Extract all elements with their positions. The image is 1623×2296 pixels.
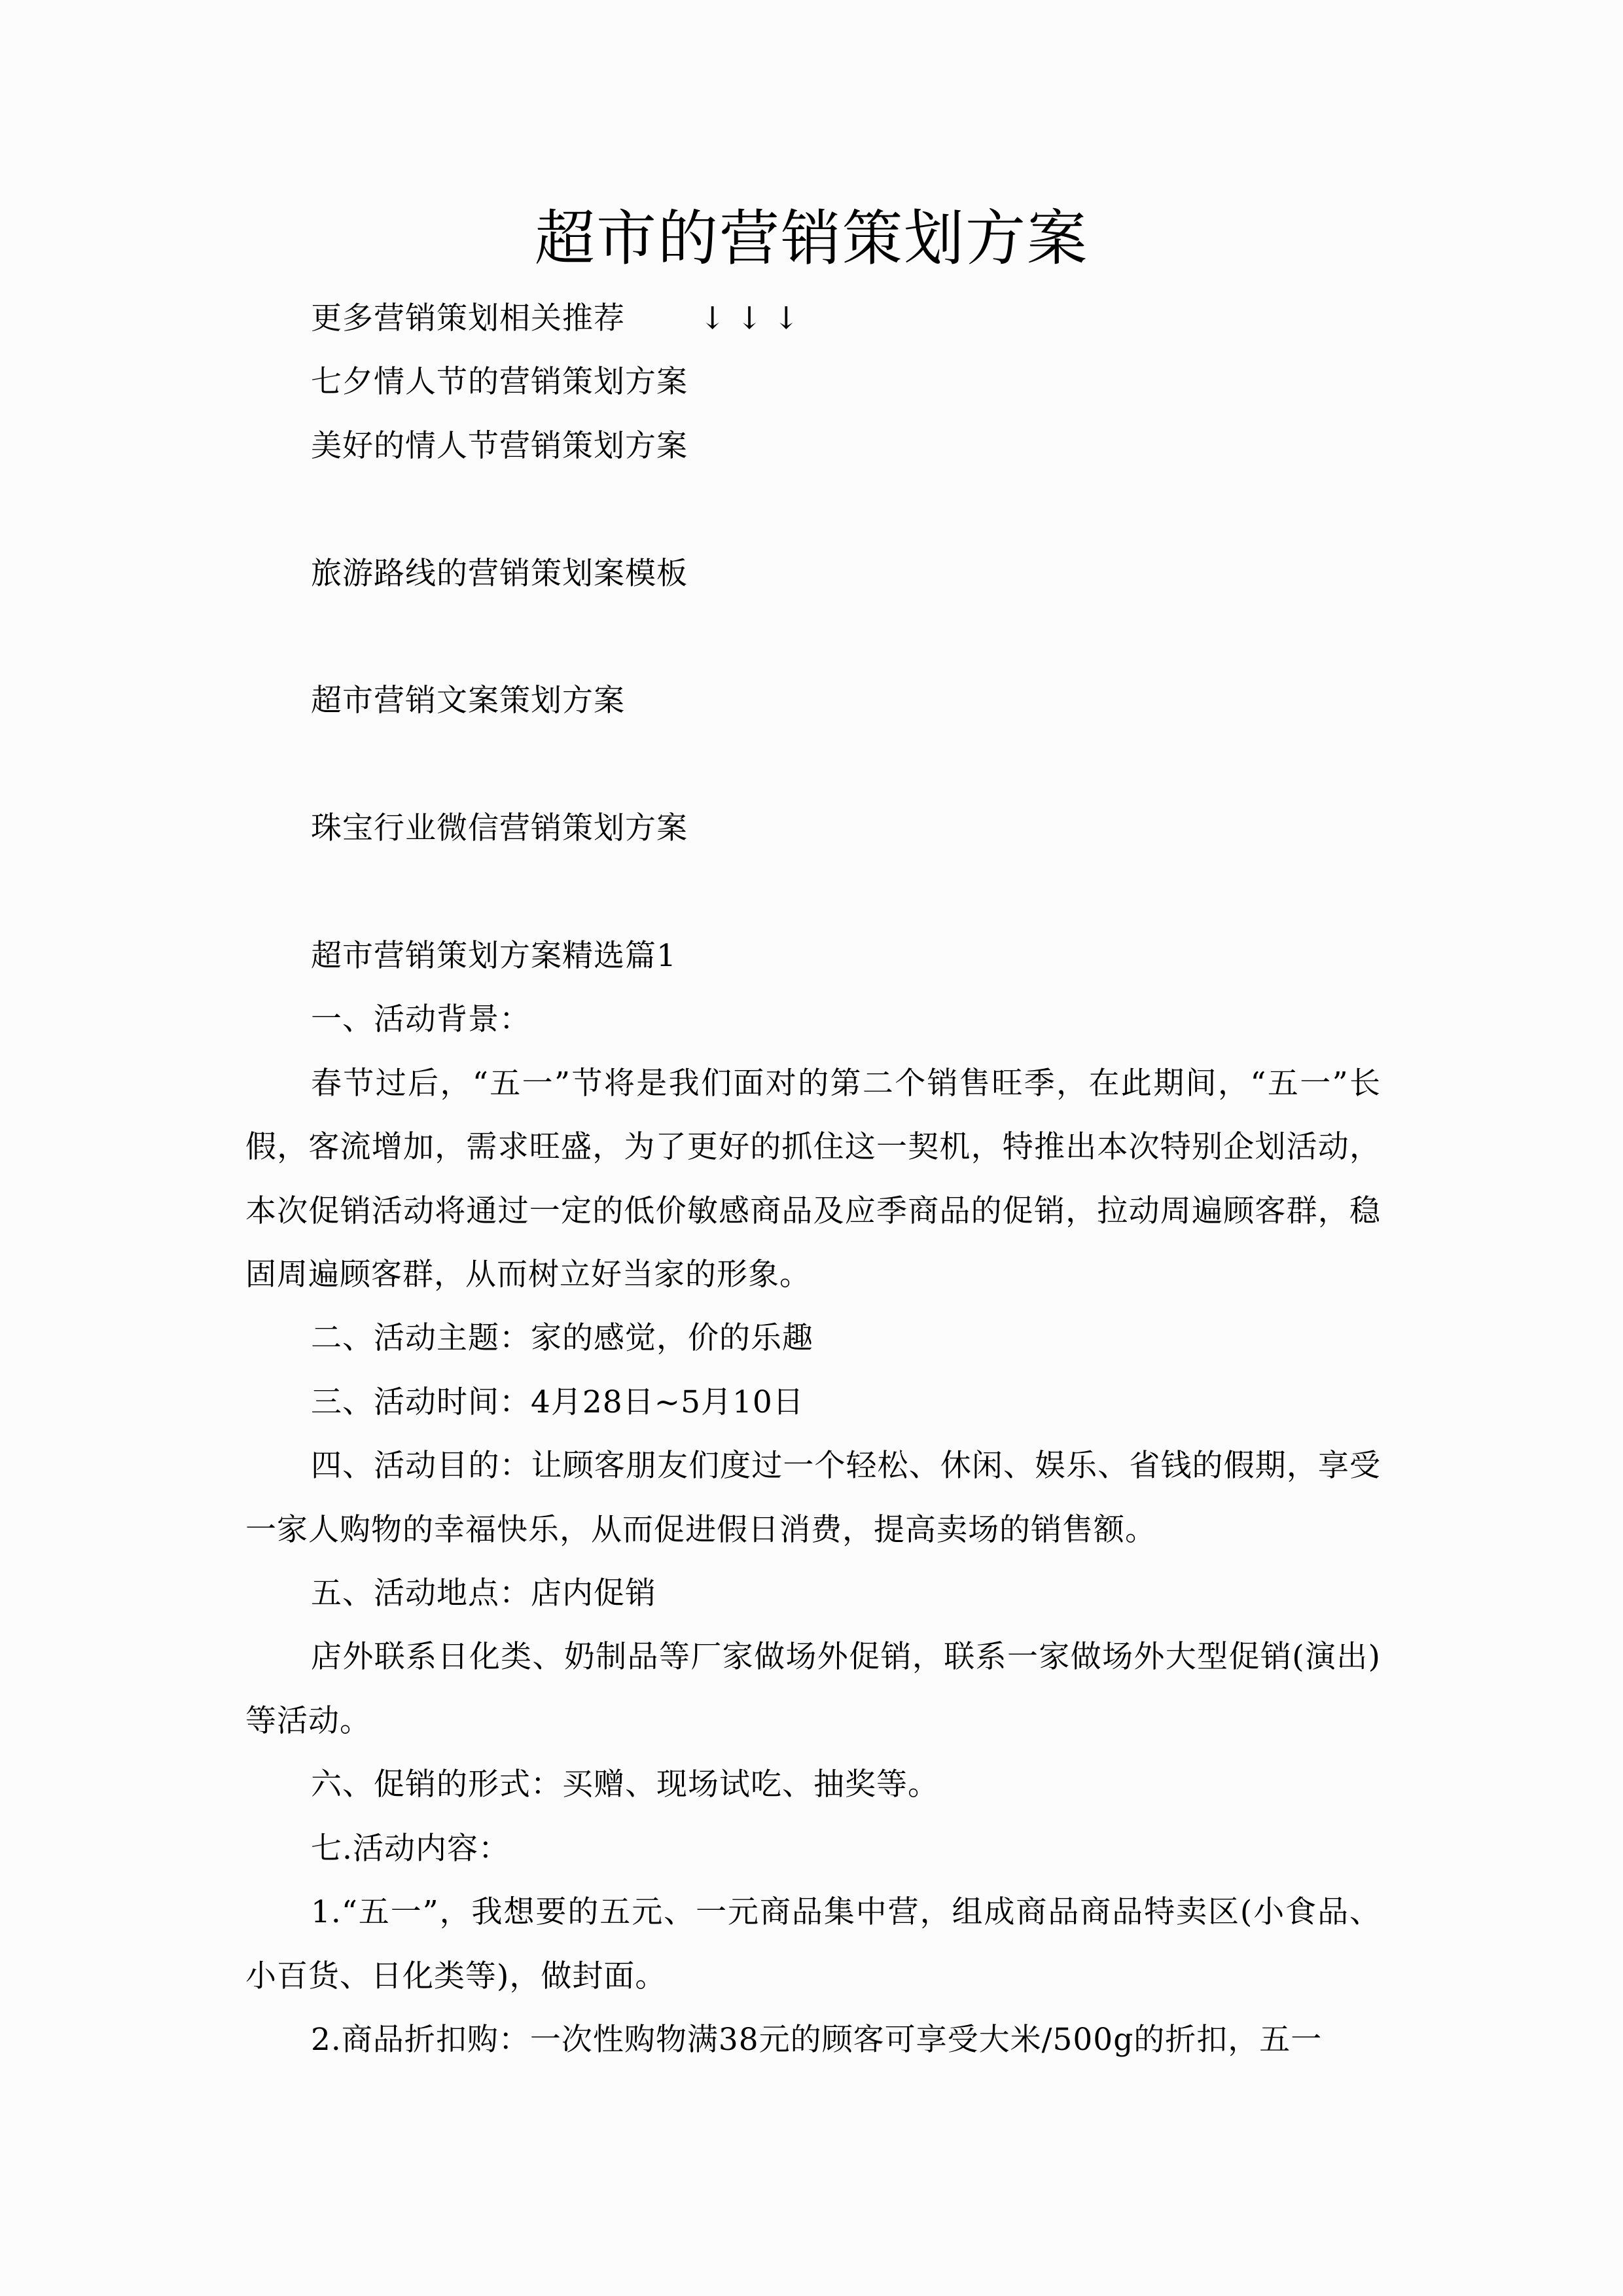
paragraph-background-heading: 一、活动背景： — [311, 1001, 531, 1038]
spacer — [245, 733, 1381, 797]
document-body — [245, 287, 1381, 2072]
spacer — [245, 861, 1381, 924]
spacer — [245, 478, 1381, 541]
paragraph-content-heading: 七.活动内容： — [311, 1830, 510, 1867]
paragraph-location: 五、活动地点：店内促销 — [311, 1575, 656, 1612]
document-title: 超市的营销策划方案 — [534, 204, 1088, 274]
paragraph-item-1: 1.“五一”，我想要的五元、一元商品集中营，组成商品商品特卖区(小食品、小百货、日化类等)，做封面。 — [245, 1894, 1381, 1994]
related-link-1[interactable]: 七夕情人节的营销策划方案 — [311, 364, 688, 401]
related-heading-text: 更多营销策划相关推荐 — [311, 300, 625, 336]
related-link-3[interactable]: 旅游路线的营销策划案模板 — [311, 555, 688, 592]
paragraph-time: 三、活动时间：4月28日~5月10日 — [311, 1384, 804, 1420]
paragraph-background: 春节过后，“五一”节将是我们面对的第二个销售旺季，在此期间，“五一”长假，客流增加，需求旺盛，为了更好的抓住这一契机，特推出本次特别企划活动，本次促销活动将通过一定的低价敏感商品及应季商品的促销，拉动周遍顾客群，稳固周遍顾客群，从而树立好当家的形象。 — [245, 1065, 1382, 1293]
paragraph-promo-forms: 六、促销的形式：买赠、现场试吃、抽奖等。 — [311, 1767, 939, 1803]
related-link-5[interactable]: 珠宝行业微信营销策划方案 — [311, 810, 688, 847]
down-arrow-icon: ↓ ↓ ↓ — [700, 300, 800, 336]
spacer — [245, 605, 1381, 669]
paragraph-purpose: 四、活动目的：让顾客朋友们度过一个轻松、休闲、娱乐、省钱的假期，享受一家人购物的幸福快乐，从而促进假日消费，提高卖场的销售额。 — [245, 1448, 1381, 1548]
paragraph-theme: 二、活动主题：家的感觉，价的乐趣 — [311, 1320, 813, 1357]
related-link-4[interactable]: 超市营销文案策划方案 — [311, 683, 625, 719]
related-link-2[interactable]: 美好的情人节营销策划方案 — [311, 427, 688, 464]
section-title: 超市营销策划方案精选篇1 — [311, 938, 677, 974]
related-heading — [245, 287, 1381, 350]
paragraph-item-2: 2.商品折扣购：一次性购物满38元的顾客可享受大米/500g的折扣，五一 — [311, 2021, 1323, 2058]
paragraph-outside-promo: 店外联系日化类、奶制品等厂家做场外促销，联系一家做场外大型促销(演出)等活动。 — [245, 1639, 1381, 1739]
